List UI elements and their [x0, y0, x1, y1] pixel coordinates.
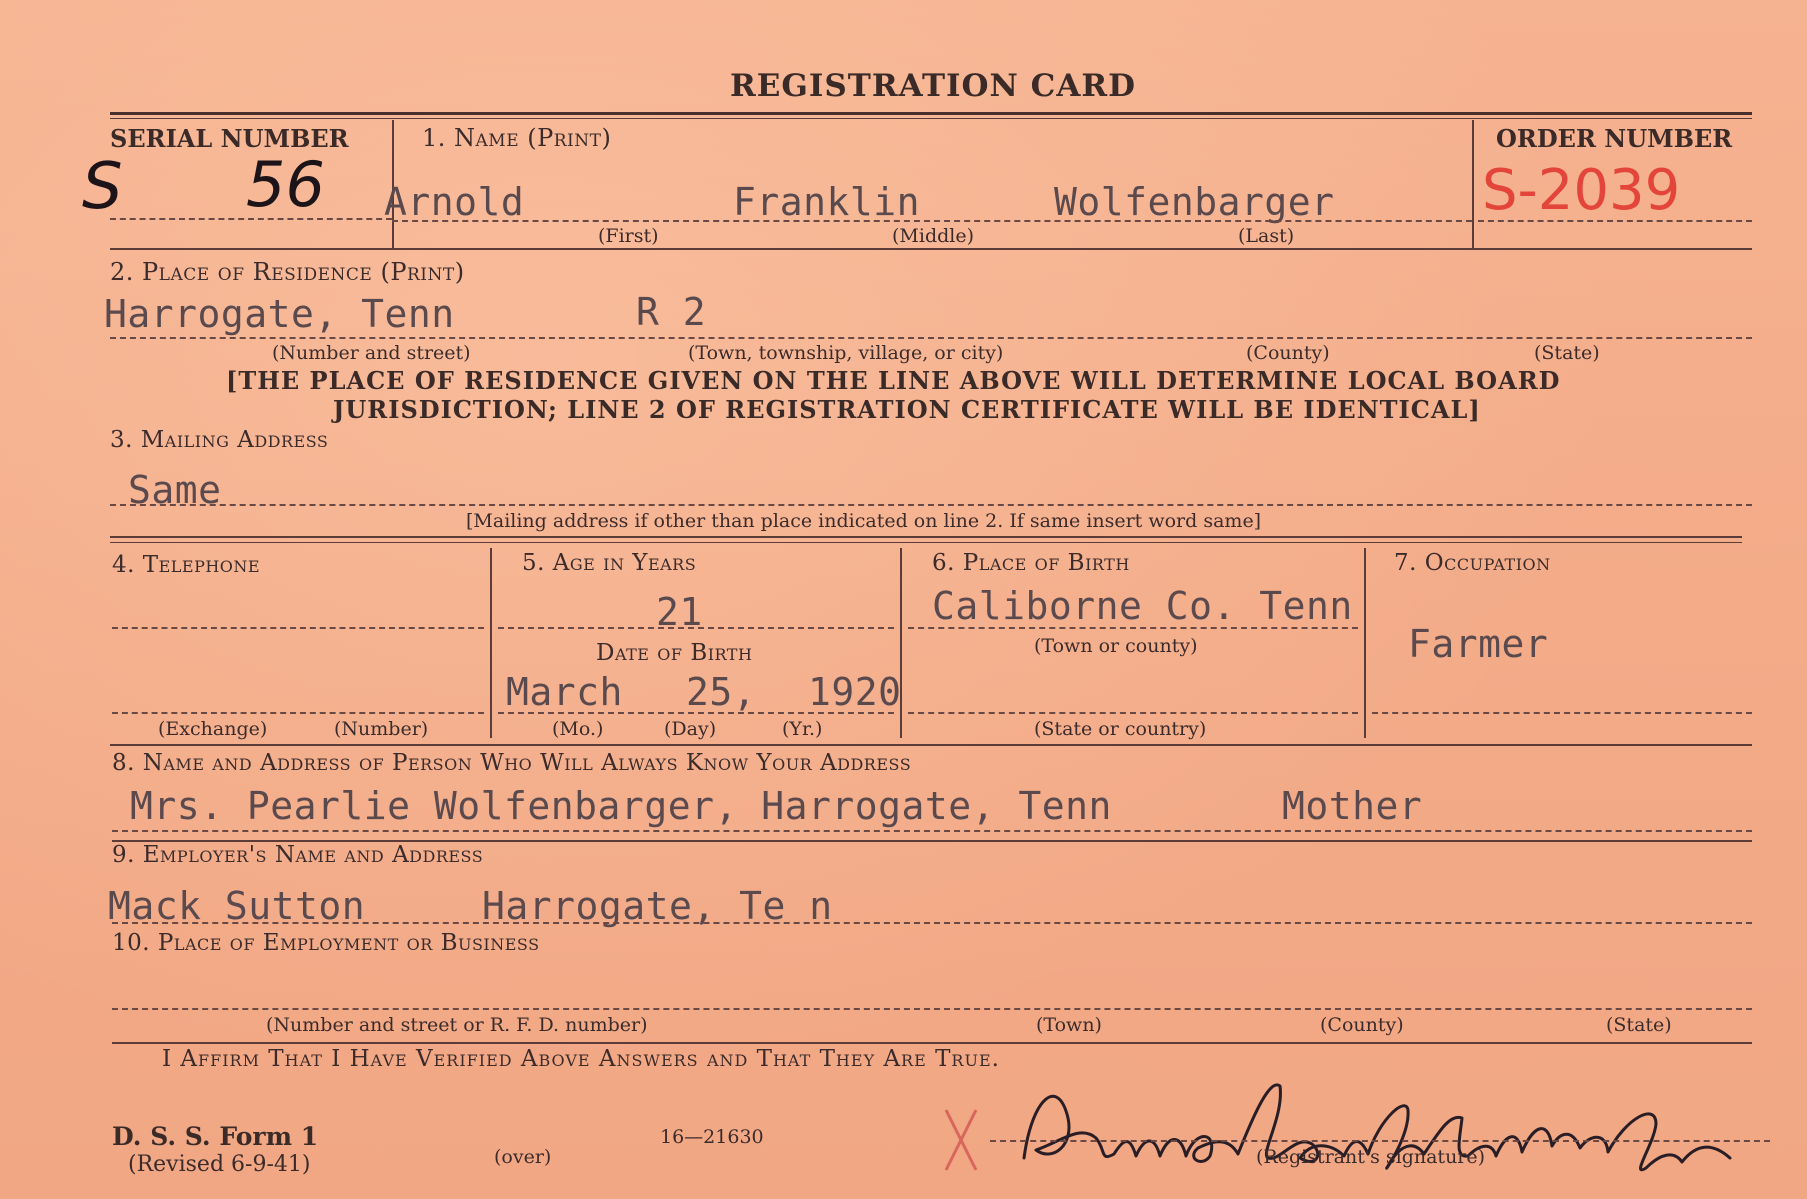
telephone-line-2 [112, 712, 484, 714]
top-rule [110, 112, 1752, 115]
form-id: D. S. S. Form 1 [112, 1122, 319, 1151]
birthplace-label: 6. Place of Birth [932, 550, 1130, 576]
order-line [1478, 220, 1752, 222]
box-divider-1 [490, 548, 492, 738]
top-rule-2 [110, 118, 1752, 119]
birthplace-state-caption: (State or country) [1034, 718, 1207, 740]
age-value: 21 [656, 590, 703, 634]
occupation-line [1372, 712, 1752, 714]
rule-1 [110, 248, 1752, 250]
exchange-caption: (Exchange) [158, 718, 268, 740]
order-number-value: S-2039 [1482, 158, 1681, 223]
rule-2b [110, 542, 1742, 543]
residence-town-caption: (Town, township, village, or city) [688, 342, 1004, 364]
dob-year-caption: (Yr.) [782, 718, 823, 740]
first-name-value: Arnold [384, 180, 525, 224]
serial-prefix: S [82, 150, 123, 224]
birthplace-town-caption: (Town or county) [1034, 635, 1198, 657]
residence-label: 2. Place of Residence (Print) [110, 258, 465, 286]
dob-label: Date of Birth [596, 640, 753, 666]
contact-label: 8. Name and Address of Person Who Will Always Know Your Address [112, 750, 912, 776]
dob-month-caption: (Mo.) [552, 718, 604, 740]
dob-day-value: 25, [686, 670, 757, 714]
signature-line [990, 1140, 1770, 1142]
mailing-caption: [Mailing address if other than place indicated on line 2. If same insert word same] [466, 510, 1262, 532]
rule-3 [110, 744, 1752, 746]
employment-label: 10. Place of Employment or Business [112, 930, 540, 956]
residence-state-caption: (State) [1534, 342, 1600, 364]
last-name-value: Wolfenbarger [1054, 180, 1335, 224]
employment-street-caption: (Number and street or R. F. D. number) [266, 1014, 648, 1036]
signature-caption: (Registrant's signature) [1256, 1146, 1486, 1168]
residence-line [110, 337, 1752, 339]
age-line [498, 627, 894, 629]
mailing-line [110, 504, 1752, 506]
occupation-value: Farmer [1408, 622, 1549, 666]
rule-5 [112, 1042, 1752, 1044]
print-code: 16—21630 [660, 1126, 764, 1148]
birthplace-value: Caliborne Co. Tenn [932, 584, 1353, 628]
contact-line [112, 830, 1752, 832]
mailing-value: Same [128, 468, 222, 512]
contact-relation-value: Mother [1282, 784, 1423, 828]
last-caption: (Last) [1238, 225, 1295, 247]
contact-value: Mrs. Pearlie Wolfenbarger, Harrogate, Tenn [130, 784, 1112, 828]
number-caption: (Number) [334, 718, 429, 740]
residence-city-value: Harrogate, Tenn [104, 292, 455, 336]
birthplace-line-1 [908, 627, 1358, 629]
over-note: (over) [494, 1146, 552, 1168]
mailing-label: 3. Mailing Address [110, 427, 329, 453]
age-label: 5. Age in Years [522, 550, 697, 576]
serial-number-value: 56 [246, 148, 325, 221]
telephone-line-1 [112, 627, 484, 629]
form-revised: (Revised 6-9-41) [128, 1152, 311, 1177]
birthplace-line-2 [908, 712, 1358, 714]
order-number-label: ORDER NUMBER [1496, 124, 1733, 153]
signature-icon [940, 1058, 1800, 1194]
residence-county-caption: (County) [1246, 342, 1330, 364]
employment-state-caption: (State) [1606, 1014, 1672, 1036]
dob-day-caption: (Day) [664, 718, 717, 740]
card-title: REGISTRATION CARD [730, 68, 1137, 104]
telephone-label: 4. Telephone [112, 552, 261, 578]
affirm-text: I Affirm That I Have Verified Above Answers and That They Are True. [162, 1046, 1000, 1072]
name-label: 1. Name (Print) [422, 124, 612, 152]
middle-name-value: Franklin [733, 180, 921, 224]
first-caption: (First) [598, 225, 659, 247]
residence-notice-2: JURISDICTION; LINE 2 OF REGISTRATION CERTIFICATE WILL BE IDENTICAL] [333, 395, 1481, 424]
serial-number-label: SERIAL NUMBER [110, 124, 349, 153]
residence-route-value: R 2 [636, 290, 707, 334]
residence-notice-1: [THE PLACE OF RESIDENCE GIVEN ON THE LINE ABOVE WILL DETERMINE LOCAL BOARD [226, 366, 1561, 395]
middle-caption: (Middle) [892, 225, 975, 247]
serial-line [110, 218, 392, 220]
name-line [392, 220, 1472, 222]
employment-county-caption: (County) [1320, 1014, 1404, 1036]
box-divider-3 [1364, 548, 1366, 738]
employer-address-value: Harrogate, Te n [482, 884, 833, 928]
employer-label: 9. Employer's Name and Address [112, 842, 484, 868]
employer-line [112, 922, 1752, 924]
dob-line [498, 712, 894, 714]
order-divider [1472, 120, 1474, 248]
occupation-label: 7. Occupation [1394, 550, 1551, 576]
residence-street-caption: (Number and street) [272, 342, 471, 364]
rule-2 [110, 536, 1742, 538]
employment-line [112, 1008, 1752, 1010]
employment-town-caption: (Town) [1036, 1014, 1102, 1036]
dob-month-value: March [506, 670, 623, 714]
employer-name-value: Mack Sutton [108, 884, 366, 928]
dob-year-value: 1920 [808, 670, 902, 714]
